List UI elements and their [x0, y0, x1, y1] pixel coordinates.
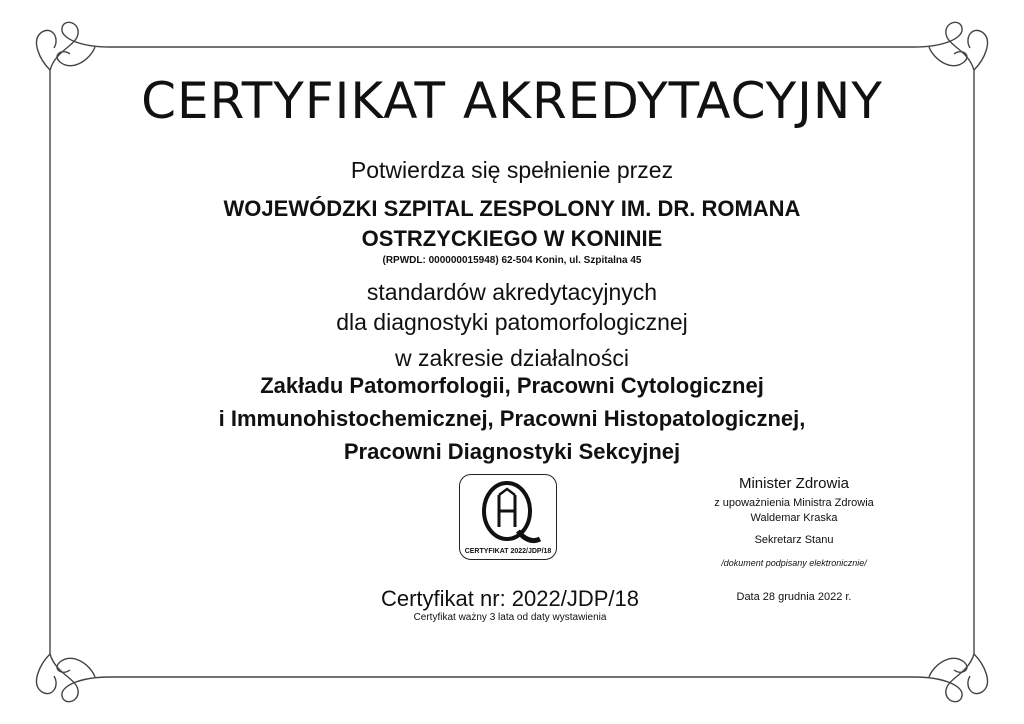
intro-text: Potwierdza się spełnienie przez: [350, 157, 674, 183]
scope-line: Zakładu Patomorfologii, Pracowni Cytologicznej: [260, 373, 764, 398]
certificate-number: Certyfikat nr: 2022/JDP/18: [380, 586, 639, 611]
standards-line1: standardów akredytacyjnych: [366, 279, 658, 305]
signatory-title: Minister Zdrowia: [738, 475, 850, 492]
scope-line: i Immunohistochemicznej, Pracowni Histopatologicznej,: [218, 406, 806, 431]
scope-intro: w zakresie działalności: [395, 345, 629, 371]
organization-name-line2: OSTRZYCKIEGO W KONINIE: [361, 226, 663, 251]
accreditation-logo: [459, 474, 557, 560]
signatory-role: Sekretarz Stanu: [754, 534, 834, 546]
logo-caption: CERTYFIKAT 2022/JDP/18: [464, 548, 552, 555]
signed-note: /dokument podpisany elektronicznie/: [721, 558, 867, 568]
certificate-title: CERTYFIKAT AKREDYTACYJNY: [141, 72, 883, 130]
signatory-authorization: z upoważnienia Ministra Zdrowia: [714, 497, 874, 509]
organization-address: (RPWDL: 000000015948) 62-504 Konin, ul. Szpitalna 45: [382, 255, 642, 266]
standards-line2: dla diagnostyki patomorfologicznej: [336, 309, 688, 335]
certificate-validity: Certyfikat ważny 3 lata od daty wystawienia: [413, 612, 607, 623]
organization-name-line1: WOJEWÓDZKI SZPITAL ZESPOLONY IM. DR. ROMANA: [223, 196, 801, 221]
aq-emblem-icon: [460, 477, 555, 547]
signatory-name: Waldemar Kraska: [750, 512, 838, 524]
scope-line: Pracowni Diagnostyki Sekcyjnej: [343, 439, 681, 464]
issue-date: Data 28 grudnia 2022 r.: [736, 591, 852, 603]
